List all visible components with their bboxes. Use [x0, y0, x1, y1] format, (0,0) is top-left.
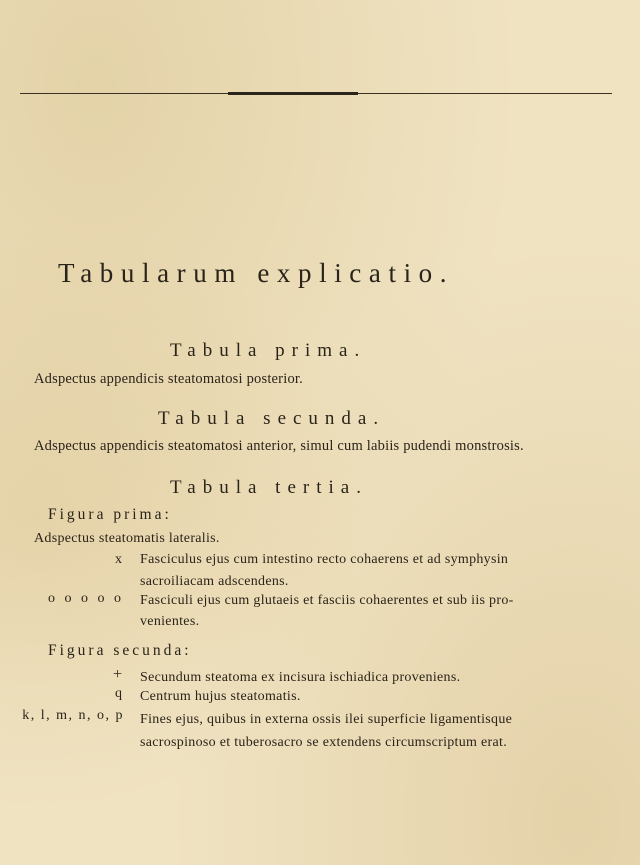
- tabula-prima-description: Adspectus appendicis steatomatosi posterior.: [34, 371, 303, 387]
- tabula-prima-heading: Tabula prima.: [170, 340, 367, 361]
- figura-secunda-item-line: sacrospinoso et tuberosacro se extendens circumscriptum erat.: [140, 735, 508, 750]
- figura-prima-item-line: Fasciculus ejus cum intestino recto cohaerens et ad symphysin: [140, 552, 509, 567]
- figura-secunda-item-line: Fines ejus, quibus in externa ossis ilei superficie ligamentisque: [140, 712, 513, 727]
- figura-secunda-item-line: Centrum hujus steatomatis.: [140, 689, 301, 704]
- main-title: Tabularum explicatio.: [58, 258, 455, 288]
- figura-prima-item-line: venientes.: [140, 614, 200, 629]
- figura-secunda-item-line: Secundum steatoma ex incisura ischiadica proveniens.: [140, 670, 461, 685]
- figura-secunda-item-mark: k, l, m, n, o, p: [22, 708, 124, 723]
- figura-secunda-item-mark: +: [112, 666, 122, 683]
- figura-secunda-heading: Figura secunda:: [48, 642, 192, 659]
- figura-prima-description: Adspectus steatomatis lateralis.: [34, 531, 220, 546]
- figura-prima-item-line: Fasciculi ejus cum glutaeis et fasciis cohaerentes et sub iis pro-: [140, 593, 514, 608]
- figura-secunda-item-mark: q: [115, 686, 122, 701]
- figura-prima-heading: Figura prima:: [48, 506, 172, 523]
- top-rule-thick-segment: [228, 92, 358, 95]
- figura-prima-item-mark: x: [115, 552, 122, 567]
- tabula-secunda-description: Adspectus appendicis steatomatosi anterior, simul cum labiis pudendi monstrosis.: [34, 438, 524, 454]
- tabula-tertia-heading: Tabula tertia.: [170, 477, 368, 498]
- figura-prima-item-line: sacroiliacam adscendens.: [140, 574, 289, 589]
- figura-prima-item-mark: o o o o o: [48, 591, 124, 606]
- tabula-secunda-heading: Tabula secunda.: [158, 408, 386, 429]
